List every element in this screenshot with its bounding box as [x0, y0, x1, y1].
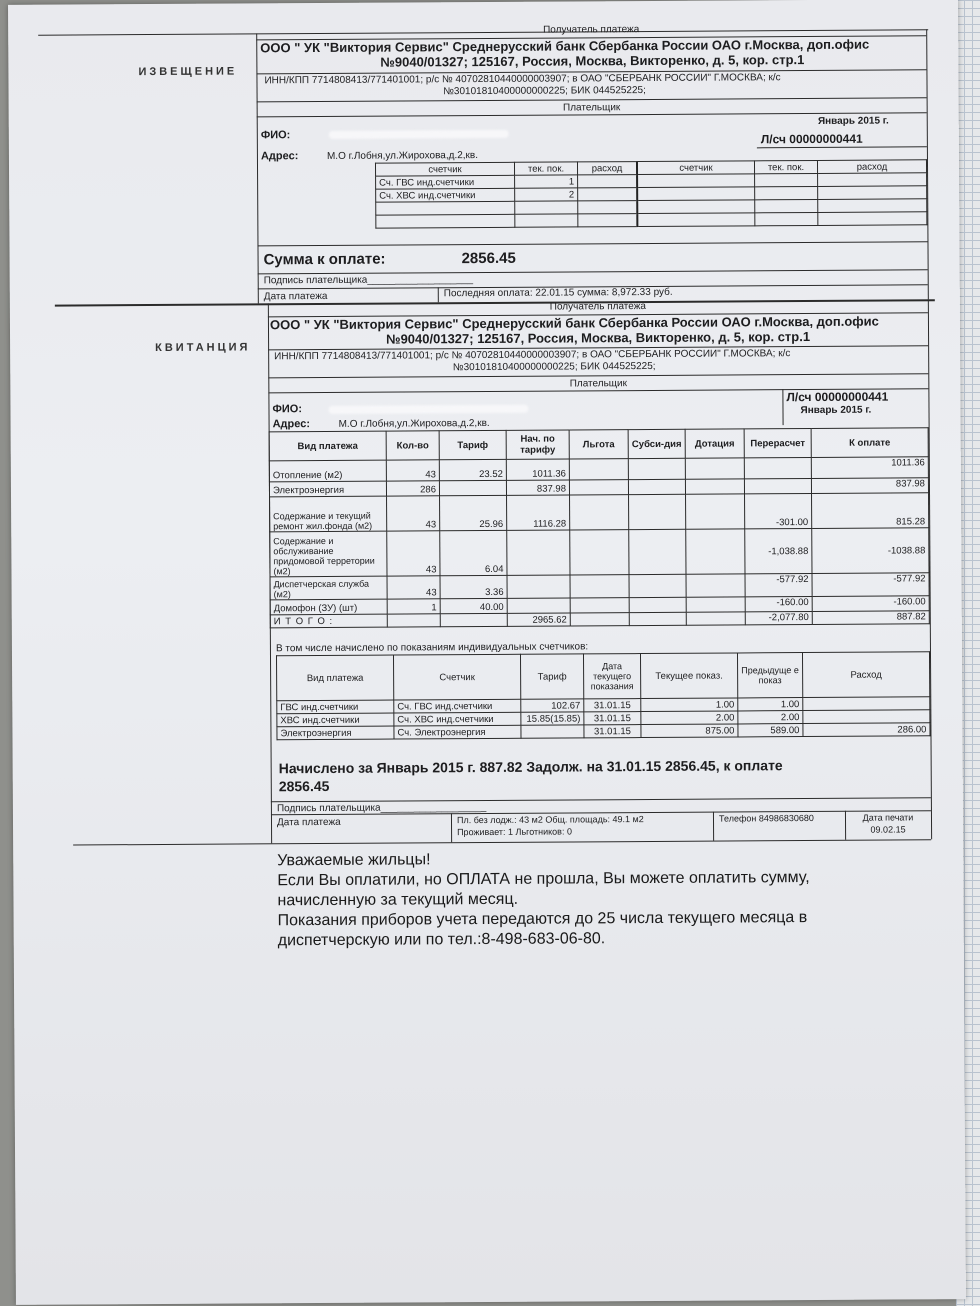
account-number-2: Л/сч 00000000441	[786, 389, 889, 405]
table-row	[277, 723, 930, 740]
rule	[782, 389, 783, 425]
residents-info: Проживает: 1 Льготников: 0	[457, 826, 572, 838]
period-2: Январь 2015 г.	[800, 404, 872, 417]
charge-pay: 815.28	[812, 493, 929, 529]
residents-notice	[277, 847, 938, 951]
print-date-label: Дата печати	[862, 812, 914, 823]
charge-tariff: 40.00	[440, 598, 507, 613]
org-name-line1: ООО " УК "Виктория Сервис" Среднерусский банк Сбербанка России ОАО г.Москва, доп.офис	[260, 36, 870, 56]
charge-accrued	[507, 575, 570, 598]
print-date: 09.02.15	[870, 824, 906, 835]
address-label: Адрес:	[260, 150, 299, 163]
charge-accrued	[507, 598, 570, 613]
total-pay: 887.82	[812, 611, 929, 625]
rule	[757, 146, 927, 148]
notice-line2: Если Вы оплатили, но ОПЛАТА не прошла, Вы можете оплатить сумму,	[277, 869, 810, 890]
payment-document	[8, 0, 966, 1305]
address-value: М.О г.Лобня,ул.Жирохова,д.2,кв.	[326, 150, 479, 162]
charge-accrued: 1011.36	[506, 459, 569, 480]
col-header: тек. пок.	[514, 162, 577, 175]
total-recalc: -2,077.80	[745, 612, 812, 625]
rule	[451, 813, 452, 842]
meter-usage	[803, 710, 930, 724]
col-header: Дата текущего показания	[583, 654, 640, 699]
col-header: Перерасчет	[744, 429, 811, 458]
meter-previous: 2.00	[738, 711, 803, 724]
col-header: Дотация	[685, 429, 744, 458]
charge-qty: 43	[387, 576, 440, 599]
meter-tariff: 102.67	[521, 699, 584, 712]
recipient-header: Получатель платежа	[543, 24, 640, 36]
bank-details-line1: ИНН/КПП 7714808413/771401001; р/с № 40702810440000003907; в ОАО "СБЕРБАНК РОССИИ" Г.МОСКВА; к/с	[264, 72, 781, 87]
charge-name: Домофон (ЗУ) (шт)	[270, 599, 387, 615]
total-label: И Т О Г О :	[270, 614, 387, 628]
payer-header-2: Плательщик	[569, 378, 628, 390]
area-info: Пл. без лодж.: 43 м2 Общ. площадь: 49.1 м2	[456, 814, 644, 826]
meter-type: ГВС инд.счетчики	[277, 700, 394, 714]
charge-name: Отопление (м2)	[269, 460, 386, 482]
amount-due-value: 2856.45	[461, 249, 516, 268]
charge-qty: 43	[387, 496, 440, 531]
redacted-name	[329, 130, 509, 139]
charge-pay: -160.00	[812, 596, 929, 612]
totals-row	[270, 611, 929, 628]
bank-details-line2-2: №30101810400000000225; БИК 044525225;	[452, 360, 656, 374]
charge-accrued	[507, 530, 570, 575]
meter-usage	[803, 697, 930, 711]
meter-usage: 286.00	[803, 723, 930, 737]
col-header: Тариф	[439, 430, 506, 459]
rule	[257, 241, 927, 246]
meter-date: 31.01.15	[584, 699, 641, 712]
col-header: расход	[817, 160, 926, 174]
charge-recalc: -160.00	[745, 597, 812, 612]
charge-qty: 286	[386, 481, 439, 496]
charge-name: Содержание и обслуживание придомовой терретории (м2)	[270, 531, 387, 577]
notice-side-label: ИЗВЕЩЕНИЕ	[138, 65, 238, 79]
charge-qty: 43	[387, 531, 440, 576]
meter-current: 1.00	[641, 698, 738, 712]
account-number: Л/сч 00000000441	[760, 131, 863, 147]
bank-details-line1-2: ИНН/КПП 7714808413/771401001; р/с № 40702810440000003907; в ОАО "СБЕРБАНК РОССИИ" Г.МОСКВА; к/с	[274, 348, 791, 363]
col-header: Кол-во	[386, 431, 439, 460]
col-header: Предыдуще е показ	[737, 653, 802, 698]
col-header: Текущее показ.	[640, 653, 737, 699]
notice-line3: начисленную за текущий месяц.	[277, 890, 519, 910]
notice-line4: Показания приборов учета передаются до 25 числа текущего месяца в	[277, 909, 808, 930]
bank-details-line2: №30101810400000000225; БИК 044525225;	[443, 85, 646, 98]
meter-name: Сч. ГВС инд.счетчики	[394, 699, 521, 713]
last-payment: Последняя оплата: 22.01.15 сумма: 8,972.33 руб.	[443, 286, 673, 300]
meter-reading: 1	[515, 175, 578, 188]
charge-recalc: -1,038.88	[745, 529, 812, 574]
meter-type: Электроэнергия	[277, 726, 394, 740]
address-label-2: Адрес:	[272, 418, 311, 431]
meter-details-table	[276, 651, 931, 740]
charge-name: Диспетчерская служба (м2)	[270, 576, 387, 600]
bottom-cut-line	[73, 839, 931, 845]
charge-accrued: 837.98	[506, 480, 569, 495]
charge-tariff: 23.52	[439, 459, 506, 480]
accrual-summary	[279, 755, 919, 795]
table-row	[270, 493, 929, 532]
col-header: Вид платежа	[269, 431, 386, 461]
amount-due-label: Сумма к оплате:	[263, 250, 386, 269]
meter-date: 31.01.15	[584, 725, 641, 738]
org-name-line1-2: ООО " УК "Виктория Сервис" Среднерусский банк Сбербанка России ОАО г.Москва, доп.офис	[269, 313, 879, 333]
meter-current: 875.00	[641, 724, 738, 738]
payment-date-label-2: Дата платежа	[276, 816, 341, 829]
charge-name: Электроэнергия	[269, 481, 386, 497]
payer-signature-2: Подпись плательщика___________________	[276, 801, 487, 815]
meter-reading: 2	[515, 188, 578, 201]
phone-info: Телефон 84986830680	[718, 812, 814, 824]
meter-date: 31.01.15	[584, 712, 641, 725]
org-name-line2: №9040/01327; 125167, Россия, Москва, Викторенко, д. 5, кор. стр.1	[380, 52, 805, 70]
meter-previous: 1.00	[738, 698, 803, 711]
col-header: Льгота	[569, 430, 628, 459]
meter-previous: 589.00	[738, 724, 803, 737]
charge-pay: 837.98	[811, 478, 928, 494]
charge-tariff: 6.04	[440, 530, 507, 575]
charge-recalc: -577.92	[745, 574, 812, 597]
table-row	[270, 528, 929, 577]
meter-name: Сч. ХВС инд.счетчики	[394, 712, 521, 726]
notice-line5: диспетчерскую или по тел.:8-498-683-06-80.	[277, 930, 606, 950]
col-header: расход	[577, 162, 637, 175]
charge-recalc	[744, 479, 811, 494]
col-header: счетчик	[375, 162, 514, 176]
rule	[258, 269, 928, 274]
accrual-summary-line2: 2856.45	[278, 777, 330, 795]
address-value-2: М.О г.Лобня,ул.Жирохова,д.2,кв.	[338, 417, 490, 430]
meter-name: Сч. ГВС инд.счетчики	[376, 175, 515, 189]
accrual-summary-line1: Начислено за Январь 2015 г. 887.82 Задолж. на 31.01.15 2856.45, к оплате	[278, 757, 783, 777]
total-accrued: 2965.62	[507, 613, 570, 626]
rule	[438, 287, 439, 302]
charge-pay: -577.92	[812, 573, 929, 597]
col-header: Расход	[802, 652, 929, 698]
payment-date-label: Дата платежа	[263, 290, 328, 303]
payer-signature: Подпись плательщика___________________	[263, 274, 474, 287]
receipt-side-label: КВИТАНЦИЯ	[155, 341, 251, 355]
col-header: Субси-дия	[628, 429, 685, 458]
charge-tariff: 3.36	[440, 575, 507, 598]
charge-accrued: 1116.28	[507, 495, 570, 530]
col-header: счетчик	[637, 161, 755, 175]
col-header: Нач. по тарифу	[506, 430, 569, 459]
meter-tariff: 15.85(15.85)	[521, 712, 584, 725]
charge-pay: 1011.36	[811, 457, 928, 479]
meter-current: 2.00	[641, 711, 738, 725]
charge-name: Содержание и текущий ремонт жил.фонда (м2)	[270, 496, 387, 532]
charge-recalc	[744, 458, 811, 479]
notice-line1: Уважаемые жильцы!	[277, 851, 431, 870]
meter-type: ХВС инд.счетчики	[277, 713, 394, 727]
meter-tariff	[521, 725, 584, 738]
payer-header: Плательщик	[562, 102, 621, 114]
charge-tariff: 25.96	[440, 495, 507, 530]
fio-label: ФИО:	[260, 129, 291, 142]
recipient-header-2: Получатель платежа	[549, 301, 646, 313]
meters-note: В том числе начислено по показаниям индивидуальных счетчиков:	[275, 641, 589, 655]
charge-pay: -1038.88	[812, 528, 929, 574]
rule	[713, 812, 714, 841]
fio-label-2: ФИО:	[272, 403, 303, 416]
rule	[271, 797, 931, 802]
charge-qty: 1	[387, 599, 440, 614]
col-header: К оплате	[811, 428, 928, 458]
col-header: тек. пок.	[754, 160, 817, 173]
meter-name: Сч. ХВС инд.счетчики	[376, 188, 515, 202]
charge-qty: 43	[386, 460, 439, 481]
period: Январь 2015 г.	[817, 115, 889, 127]
col-header: Тариф	[520, 654, 583, 699]
col-header: Счетчик	[393, 654, 520, 700]
charge-tariff	[439, 480, 506, 495]
org-name-line2-2: №9040/01327; 125167, Россия, Москва, Викторенко, д. 5, кор. стр.1	[386, 329, 811, 347]
redacted-name-2	[328, 405, 528, 414]
meter-name: Сч. Электроэнергия	[394, 725, 521, 739]
charge-recalc: -301.00	[745, 494, 812, 529]
charges-table	[269, 427, 930, 628]
meter-readings-table	[375, 159, 927, 228]
col-header: Вид платежа	[276, 655, 393, 701]
